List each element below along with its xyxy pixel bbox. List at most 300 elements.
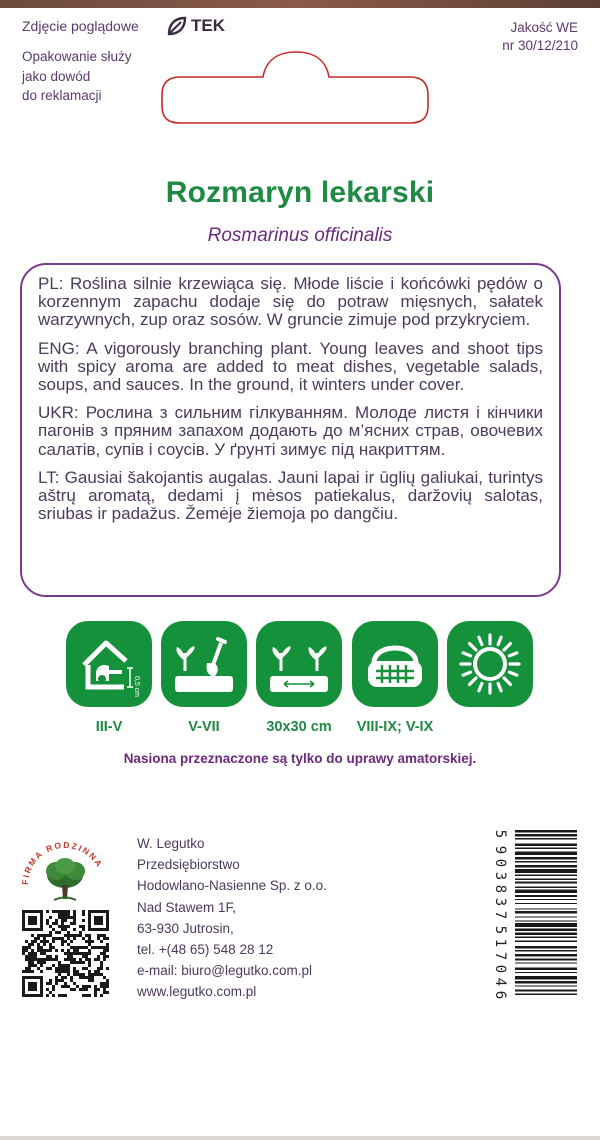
qr-module xyxy=(76,934,79,937)
qr-module xyxy=(25,928,28,931)
qr-module xyxy=(73,952,76,955)
qr-module xyxy=(94,973,97,976)
qr-module xyxy=(106,967,109,970)
ean-barcode xyxy=(492,829,583,1000)
qr-module xyxy=(94,910,97,913)
qr-module xyxy=(46,922,49,925)
qr-module xyxy=(34,964,37,967)
qr-module xyxy=(97,922,100,925)
qr-module xyxy=(34,928,37,931)
qr-module xyxy=(37,967,40,970)
qr-module xyxy=(85,955,88,958)
qr-module xyxy=(31,949,34,952)
qr-module xyxy=(103,982,106,985)
barcode-digit: 8 xyxy=(492,884,508,894)
qr-module xyxy=(46,940,49,943)
qr-module xyxy=(28,988,31,991)
qr-module xyxy=(40,988,43,991)
qr-module xyxy=(37,946,40,949)
qr-module xyxy=(70,976,73,979)
quality-line: Jakość WE xyxy=(510,20,578,35)
qr-module xyxy=(28,961,31,964)
qr-module xyxy=(67,910,70,913)
qr-module xyxy=(55,955,58,958)
qr-module xyxy=(46,958,49,961)
quality-note xyxy=(502,19,578,55)
qr-module xyxy=(88,970,91,973)
qr-module xyxy=(82,967,85,970)
qr-module xyxy=(64,916,67,919)
qr-module xyxy=(88,943,91,946)
qr-module xyxy=(55,967,58,970)
qr-module xyxy=(61,976,64,979)
qr-module xyxy=(31,985,34,988)
qr-module xyxy=(46,934,49,937)
barcode-bar xyxy=(515,985,577,986)
qr-module xyxy=(52,964,55,967)
qr-module xyxy=(31,910,34,913)
qr-module xyxy=(28,985,31,988)
qr-module xyxy=(76,952,79,955)
qr-module xyxy=(85,952,88,955)
complaint-line: Opakowanie służy xyxy=(22,49,132,64)
qr-module xyxy=(97,958,100,961)
barcode-bar xyxy=(515,830,577,832)
barcode-bar xyxy=(515,954,577,956)
qr-module xyxy=(79,961,82,964)
qr-module xyxy=(40,982,43,985)
qr-module xyxy=(88,961,91,964)
qr-module xyxy=(97,934,100,937)
barcode-bar xyxy=(515,933,577,935)
qr-module xyxy=(106,955,109,958)
qr-module xyxy=(25,958,28,961)
qr-module xyxy=(28,952,31,955)
qr-module xyxy=(88,940,91,943)
qr-module xyxy=(91,910,94,913)
barcode-digit: 5 xyxy=(492,925,508,935)
qr-module xyxy=(76,970,79,973)
qr-module xyxy=(91,973,94,976)
harvest-period-label: VIII-IX; V-IX xyxy=(356,719,434,735)
qr-module xyxy=(67,925,70,928)
qr-module xyxy=(88,925,91,928)
qr-module xyxy=(79,973,82,976)
barcode-digit: 7 xyxy=(492,910,508,920)
qr-module xyxy=(100,922,103,925)
qr-module xyxy=(97,919,100,922)
qr-module xyxy=(46,910,49,913)
barcode-bar xyxy=(515,844,577,846)
qr-module xyxy=(100,928,103,931)
qr-module xyxy=(55,976,58,979)
qr-module xyxy=(40,913,43,916)
sun-icon xyxy=(447,621,533,707)
qr-module xyxy=(61,994,64,997)
qr-module xyxy=(28,994,31,997)
qr-module xyxy=(64,982,67,985)
qr-module xyxy=(106,985,109,988)
qr-module xyxy=(40,964,43,967)
qr-module xyxy=(34,940,37,943)
qr-module xyxy=(67,943,70,946)
qr-module xyxy=(76,961,79,964)
qr-module xyxy=(22,913,25,916)
qr-module xyxy=(61,979,64,982)
qr-module xyxy=(34,922,37,925)
barcode-bars xyxy=(515,830,577,995)
sowing-period-label: III-V xyxy=(95,719,123,735)
qr-module xyxy=(31,928,34,931)
qr-module xyxy=(70,916,73,919)
amateur-use-note: Nasiona przeznaczone są tylko do uprawy amatorskiej. xyxy=(123,751,477,766)
qr-module xyxy=(73,946,76,949)
qr-module xyxy=(58,916,61,919)
qr-module xyxy=(97,928,100,931)
qr-module xyxy=(22,928,25,931)
qr-module xyxy=(73,967,76,970)
barcode-bar xyxy=(515,976,577,980)
qr-module xyxy=(67,913,70,916)
qr-module xyxy=(31,976,34,979)
barcode-bar xyxy=(515,941,577,942)
qr-module xyxy=(106,916,109,919)
qr-module xyxy=(103,988,106,991)
qr-module xyxy=(31,943,34,946)
qr-module xyxy=(103,991,106,994)
qr-module xyxy=(55,982,58,985)
qr-module xyxy=(34,952,37,955)
qr-module xyxy=(49,949,52,952)
company-website: www.legutko.com.pl xyxy=(137,984,257,1000)
qr-module xyxy=(28,967,31,970)
latin-name: Rosmarinus officinalis xyxy=(207,225,393,246)
qr-module xyxy=(73,919,76,922)
qr-module xyxy=(52,910,55,913)
qr-module xyxy=(40,925,43,928)
qr-module xyxy=(106,925,109,928)
qr-module xyxy=(82,955,85,958)
barcode-digit: 3 xyxy=(492,871,508,881)
company-line: 63-930 Jutrosin, xyxy=(137,920,234,936)
qr-module xyxy=(97,937,100,940)
barcode-bar xyxy=(515,950,577,951)
barcode-bar xyxy=(515,899,577,900)
qr-module xyxy=(34,994,37,997)
qr-module xyxy=(82,910,85,913)
qr-module xyxy=(49,946,52,949)
qr-module xyxy=(34,937,37,940)
qr-module xyxy=(88,964,91,967)
qr-module xyxy=(43,937,46,940)
qr-module xyxy=(31,922,34,925)
qr-module xyxy=(103,976,106,979)
qr-module xyxy=(94,928,97,931)
qr-module xyxy=(49,916,52,919)
qr-module xyxy=(40,946,43,949)
qr-module xyxy=(94,985,97,988)
qr-module xyxy=(79,931,82,934)
qr-module xyxy=(67,952,70,955)
qr-module xyxy=(88,919,91,922)
qr-module xyxy=(49,925,52,928)
qr-module xyxy=(61,913,64,916)
qr-module xyxy=(103,928,106,931)
qr-module xyxy=(40,994,43,997)
qr-module xyxy=(52,958,55,961)
qr-module xyxy=(103,952,106,955)
qr-module xyxy=(28,964,31,967)
qr-module xyxy=(94,919,97,922)
qr-module xyxy=(58,973,61,976)
barcode-digit: 0 xyxy=(492,964,508,974)
barcode-bar xyxy=(515,968,577,970)
sowing-depth-label: 0,5 cm xyxy=(133,676,140,698)
company-line: Przedsiębiorstwo xyxy=(137,857,240,873)
qr-module xyxy=(64,967,67,970)
qr-module xyxy=(106,949,109,952)
qr-module xyxy=(100,919,103,922)
spacing-label: 30x30 cm xyxy=(266,719,332,735)
qr-module xyxy=(58,931,61,934)
qr-module xyxy=(22,970,25,973)
qr-module xyxy=(55,949,58,952)
qr-module xyxy=(31,988,34,991)
qr-module xyxy=(58,964,61,967)
qr-module xyxy=(94,916,97,919)
qr-module xyxy=(31,916,34,919)
qr-module xyxy=(61,925,64,928)
qr-module xyxy=(58,979,61,982)
qr-module xyxy=(82,925,85,928)
qr-module xyxy=(100,961,103,964)
qr-module xyxy=(88,976,91,979)
qr-module xyxy=(58,925,61,928)
qr-module xyxy=(22,979,25,982)
qr-module xyxy=(82,952,85,955)
barcode-bar xyxy=(515,834,577,836)
qr-module xyxy=(40,940,43,943)
qr-module xyxy=(94,922,97,925)
qr-module xyxy=(103,934,106,937)
barcode-bar xyxy=(515,972,577,973)
qr-module xyxy=(64,928,67,931)
qr-module xyxy=(25,970,28,973)
tree-icon xyxy=(46,858,85,900)
qr-module xyxy=(37,949,40,952)
qr-module xyxy=(61,919,64,922)
company-line: W. Legutko xyxy=(137,836,205,851)
qr-module xyxy=(88,910,91,913)
qr-module xyxy=(40,934,43,937)
barcode-bar xyxy=(515,929,577,931)
qr-module xyxy=(22,949,25,952)
qr-module xyxy=(58,937,61,940)
qr-module xyxy=(52,988,55,991)
qr-module xyxy=(49,931,52,934)
qr-module xyxy=(73,949,76,952)
qr-module xyxy=(64,994,67,997)
company-line: Hodowlano-Nasienne Sp. z o.o. xyxy=(137,878,327,894)
description-lt: LT: Gausiai šakojantis augalas. Jauni lapai ir ūglių galiukai, turintys aštrų aromatą, dedami į mėsos patiekalus, daržovių salotas, sriubas ir padažus. Žemėje žiemoja po dangčiu. xyxy=(38,467,543,524)
qr-module xyxy=(82,919,85,922)
qr-module xyxy=(100,967,103,970)
qr-module xyxy=(106,919,109,922)
qr-module xyxy=(88,949,91,952)
qr-module xyxy=(88,916,91,919)
qr-module xyxy=(31,994,34,997)
top-edge xyxy=(0,0,600,8)
barcode-bar xyxy=(515,937,577,938)
qr-module xyxy=(88,958,91,961)
qr-module xyxy=(34,976,37,979)
qr-module xyxy=(94,994,97,997)
qr-module xyxy=(61,964,64,967)
qr-module xyxy=(25,946,28,949)
qr-module xyxy=(100,994,103,997)
qr-module xyxy=(49,991,52,994)
barcode-digit: 3 xyxy=(492,897,508,907)
qr-module xyxy=(85,988,88,991)
qr-module xyxy=(82,994,85,997)
qr-module xyxy=(70,961,73,964)
qr-module xyxy=(67,973,70,976)
qr-module xyxy=(46,994,49,997)
qr-module xyxy=(55,970,58,973)
qr-module xyxy=(70,988,73,991)
qr-module xyxy=(28,970,31,973)
logo-arc-text: FIRMA RODZINNA xyxy=(19,839,106,886)
qr-module xyxy=(97,988,100,991)
qr-module xyxy=(61,940,64,943)
qr-module xyxy=(40,958,43,961)
qr-module xyxy=(34,958,37,961)
qr-module xyxy=(100,985,103,988)
barcode-digit: 5 xyxy=(492,829,508,839)
qr-module xyxy=(46,919,49,922)
qr-module xyxy=(28,976,31,979)
qr-module xyxy=(31,919,34,922)
company-line: Nad Stawem 1F, xyxy=(137,899,237,915)
qr-module xyxy=(34,988,37,991)
qr-module xyxy=(106,991,109,994)
barcode-bar xyxy=(515,895,577,897)
qr-module xyxy=(61,943,64,946)
qr-module xyxy=(61,910,64,913)
qr-module xyxy=(79,934,82,937)
barcode-bar xyxy=(515,989,577,991)
barcode-bar xyxy=(515,865,577,867)
qr-module xyxy=(43,958,46,961)
qr-module xyxy=(49,955,52,958)
qr-module xyxy=(67,949,70,952)
description-ukr: UKR: Рослина з сильним гілкуванням. Молоде листя і кінчики пагонів з пряним запахом додають до м’ясних страв, овочевих салатів, супів і соусів. У ґрунті зимує під накриттям. xyxy=(38,403,543,459)
barcode-digits xyxy=(492,829,511,1000)
qr-module xyxy=(70,922,73,925)
qr-module xyxy=(85,994,88,997)
qr-module xyxy=(40,991,43,994)
description-eng: ENG: A vigorously branching plant. Young leaves and shoot tips with spicy aroma are added to meat dishes, vegetable salads, soups, and sauces. In the ground, it winters under cover. xyxy=(38,338,543,395)
qr-module xyxy=(64,913,67,916)
qr-module xyxy=(37,937,40,940)
qr-module xyxy=(37,943,40,946)
barcode-digit: 6 xyxy=(492,990,508,1000)
barcode-bar xyxy=(515,923,577,927)
qr-module xyxy=(61,937,64,940)
qr-module xyxy=(37,994,40,997)
qr-module xyxy=(73,970,76,973)
qr-module xyxy=(85,967,88,970)
qr-module xyxy=(100,934,103,937)
qr-module xyxy=(46,955,49,958)
qr-module xyxy=(52,994,55,997)
qr-module xyxy=(106,913,109,916)
cultivation-labels xyxy=(0,719,600,741)
qr-module xyxy=(61,949,64,952)
barcode-bar xyxy=(515,946,577,948)
barcode-bar xyxy=(515,908,577,909)
qr-module xyxy=(52,940,55,943)
qr-module xyxy=(88,979,91,982)
qr-module xyxy=(85,934,88,937)
qr-module xyxy=(67,967,70,970)
qr-module xyxy=(67,916,70,919)
product-title: Rozmaryn lekarski xyxy=(165,176,435,209)
qr-module xyxy=(97,916,100,919)
qr-module xyxy=(22,994,25,997)
qr-module xyxy=(34,985,37,988)
qr-module xyxy=(28,955,31,958)
qr-module xyxy=(55,958,58,961)
qr-module xyxy=(73,922,76,925)
qr-module xyxy=(67,970,70,973)
qr-module xyxy=(103,937,106,940)
qr-module xyxy=(25,967,28,970)
qr-module xyxy=(28,916,31,919)
qr-module xyxy=(94,991,97,994)
qr-module xyxy=(25,976,28,979)
qr-module xyxy=(70,958,73,961)
qr-module xyxy=(85,985,88,988)
qr-module xyxy=(106,922,109,925)
qr-module xyxy=(22,988,25,991)
qr-module xyxy=(49,967,52,970)
barcode-bar xyxy=(515,903,577,904)
qr-module xyxy=(97,946,100,949)
qr-code xyxy=(22,910,109,997)
qr-module xyxy=(70,940,73,943)
qr-module xyxy=(94,958,97,961)
qr-module xyxy=(64,958,67,961)
qr-module xyxy=(52,922,55,925)
qr-module xyxy=(67,934,70,937)
barcode-bar xyxy=(515,889,577,893)
qr-module xyxy=(100,940,103,943)
quality-line: nr 30/12/210 xyxy=(502,38,578,53)
qr-module xyxy=(100,910,103,913)
qr-module xyxy=(37,910,40,913)
complaint-line: do reklamacji xyxy=(22,88,102,103)
barcode-digit: 1 xyxy=(492,938,508,948)
qr-module xyxy=(100,973,103,976)
qr-module xyxy=(73,913,76,916)
qr-module xyxy=(91,976,94,979)
qr-module xyxy=(40,985,43,988)
qr-module xyxy=(40,910,43,913)
qr-module xyxy=(55,979,58,982)
qr-module xyxy=(85,958,88,961)
qr-module xyxy=(106,910,109,913)
